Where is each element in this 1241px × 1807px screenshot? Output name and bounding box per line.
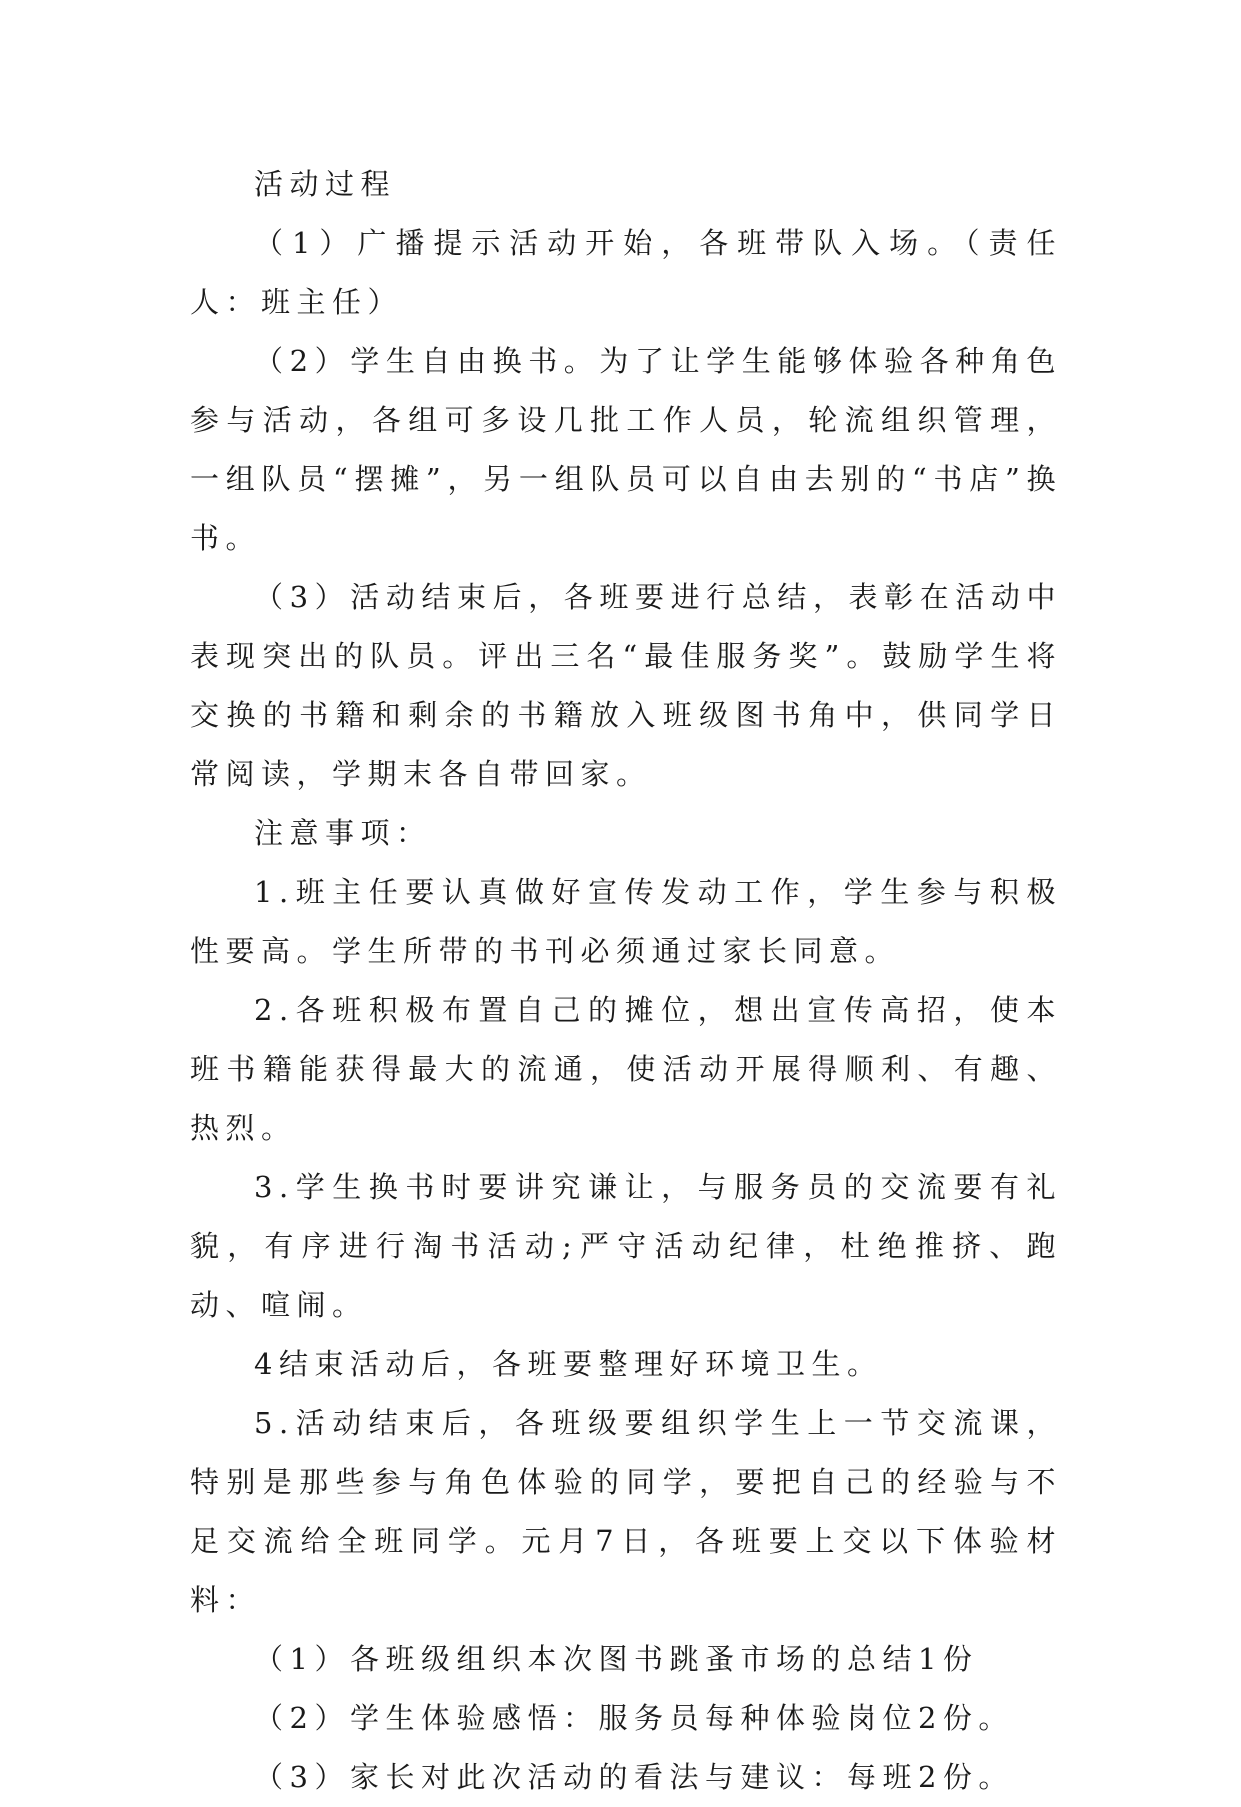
paragraph-material-1: （1）各班级组织本次图书跳蚤市场的总结1份 [254,1642,979,1676]
paragraph-material-2: （2）学生体验感悟：服务员每种体验岗位2份。 [254,1701,1014,1735]
paragraph-step-1: （1）广播提示活动开始，各班带队入场。（责任人：班主任） [190,226,1062,319]
section-heading-notes: 注意事项： [254,816,432,850]
paragraph-note-1: 1.班主任要认真做好宣传发动工作，学生参与积极性要高。学生所带的书刊必须通过家长同意。 [190,875,1062,968]
paragraph-note-2: 2.各班积极布置自己的摊位，想出宣传高招，使本班书籍能获得最大的流通，使活动开展得顺利、有趣、热烈。 [190,993,1062,1145]
paragraph-note-4: 4结束活动后，各班要整理好环境卫生。 [254,1347,883,1381]
paragraph-step-2: （2）学生自由换书。为了让学生能够体验各种角色参与活动，各组可多设几批工作人员，轮流组织管理，一组队员“摆摊”，另一组队员可以自由去别的“书店”换书。 [190,344,1062,555]
paragraph-note-3: 3.学生换书时要讲究谦让，与服务员的交流要有礼貌，有序进行淘书活动;严守活动纪律，杜绝推挤、跑动、喧闹。 [190,1170,1062,1322]
paragraph-material-3: （3）家长对此次活动的看法与建议：每班2份。 [254,1760,1014,1794]
paragraph-step-3: （3）活动结束后，各班要进行总结，表彰在活动中表现突出的队员。评出三名“最佳服务奖”。鼓励学生将交换的书籍和剩余的书籍放入班级图书角中，供同学日常阅读，学期末各自带回家。 [190,580,1062,791]
paragraph-note-5: 5.活动结束后，各班级要组织学生上一节交流课，特别是那些参与角色体验的同学，要把自己的经验与不足交流给全班同学。元月7日，各班要上交以下体验材料： [190,1406,1062,1617]
document-body [190,155,1062,1807]
section-heading-activity-process: 活动过程 [254,167,397,201]
